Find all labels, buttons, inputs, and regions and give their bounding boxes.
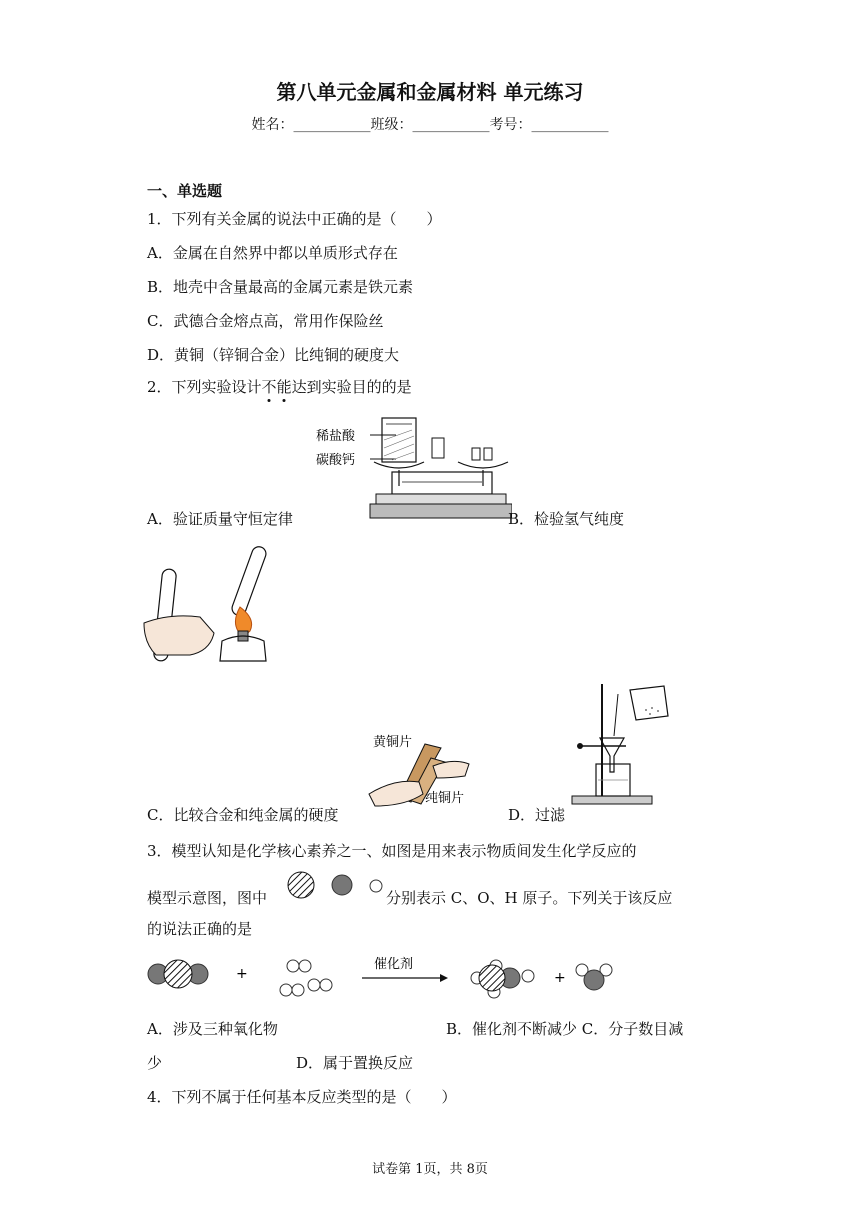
question-2-stem-post: 达到实验目的的是 bbox=[291, 378, 412, 396]
question-3-option-b-c: B．催化剂不断减少 C．分子数目减 bbox=[446, 1020, 684, 1038]
reaction-model-diagram bbox=[144, 950, 624, 1010]
question-2-stem-pre: 2．下列实验设计 bbox=[147, 378, 262, 396]
catalyst-label: 催化剂 bbox=[374, 957, 414, 972]
question-1-option-d: D．黄铜（锌铜合金）比纯铜的硬度大 bbox=[147, 346, 400, 364]
question-3-stem-line-1: 3．模型认知是化学核心素养之一、如图是用来表示物质间发生化学反应的 bbox=[147, 842, 637, 860]
filtration-apparatus-figure bbox=[566, 680, 676, 808]
label-brass-sheet: 黄铜片 bbox=[373, 735, 413, 750]
question-1-option-b: B．地壳中含量最高的金属元素是铁元素 bbox=[147, 278, 414, 296]
question-2-option-b: B．检验氢气纯度 bbox=[508, 510, 625, 528]
question-3-stem-line-2-post: 分别表示 C、O、H 原子。下列关于该反应 bbox=[386, 889, 673, 907]
label-dilute-hcl: 稀盐酸 bbox=[316, 429, 356, 444]
svg-text:+: + bbox=[554, 970, 566, 986]
water-molecule bbox=[576, 964, 612, 990]
question-2-emphasis-2: 能 bbox=[276, 378, 292, 396]
oxygen-atom-icon bbox=[332, 875, 352, 895]
question-3-stem-line-2-pre: 模型示意图，图中 bbox=[147, 889, 268, 907]
svg-text:+: + bbox=[236, 966, 248, 982]
question-3-stem-line-3: 的说法正确的是 bbox=[147, 920, 253, 938]
methanol-molecule bbox=[471, 960, 534, 998]
carbon-atom-icon bbox=[288, 872, 314, 898]
balance-experiment-figure bbox=[312, 410, 512, 522]
hydrogen-atom-icon bbox=[370, 880, 382, 892]
co2-molecule bbox=[148, 960, 208, 988]
label-copper-sheet: 纯铜片 bbox=[425, 791, 465, 806]
question-2-emphasis-1: 不 bbox=[261, 378, 277, 396]
hardness-compare-figure bbox=[365, 722, 480, 808]
question-3-option-a: A．涉及三种氧化物 bbox=[147, 1020, 278, 1038]
question-1-option-a: A．金属在自然界中都以单质形式存在 bbox=[147, 244, 398, 262]
question-2-option-c: C．比较合金和纯金属的硬度 bbox=[147, 806, 339, 824]
hydrogen-purity-test-figure bbox=[140, 543, 280, 668]
question-4-stem: 4．下列不属于任何基本反应类型的是（ ） bbox=[147, 1088, 457, 1106]
page-footer: 试卷第 1页，共 8页 bbox=[372, 1162, 488, 1177]
question-2-option-d: D．过滤 bbox=[508, 806, 566, 824]
question-2-stem bbox=[147, 376, 412, 397]
question-3-option-c-cont: 少 bbox=[147, 1054, 163, 1072]
atom-legend bbox=[284, 868, 386, 902]
question-1-stem: 1．下列有关金属的说法中正确的是（ ） bbox=[147, 210, 442, 228]
question-2-option-a: A．验证质量守恒定律 bbox=[147, 510, 293, 528]
page-title: 第八单元金属和金属材料 单元练习 bbox=[276, 80, 584, 104]
label-calcium-carbonate: 碳酸钙 bbox=[316, 453, 356, 468]
question-3-option-d: D．属于置换反应 bbox=[296, 1054, 414, 1072]
section-heading: 一、单选题 bbox=[147, 182, 223, 200]
student-info-line: 姓名：___________班级：___________考号：___________ bbox=[251, 117, 609, 133]
hydrogen-molecules bbox=[280, 960, 332, 996]
question-1-option-c: C．武德合金熔点高，常用作保险丝 bbox=[147, 312, 384, 330]
